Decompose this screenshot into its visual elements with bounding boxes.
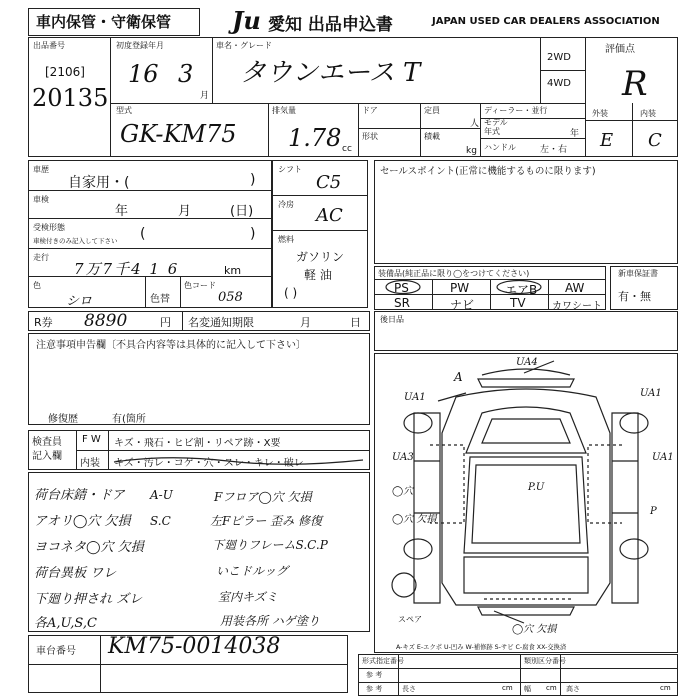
mark-hole-damage-left: ◯穴 欠損: [392, 514, 437, 525]
aircon-value: AC: [316, 205, 343, 226]
org-english: JAPAN USED CAR DEALERS ASSOCIATION: [432, 16, 660, 27]
model-value: GK-KM75: [120, 120, 237, 148]
mark-hole-damage-bottom: ◯穴 欠損: [512, 624, 557, 635]
chassis-value: KM75-0014038: [108, 634, 281, 659]
chassis-label: 車台番号: [36, 646, 76, 657]
reg-label: 形式指定番号: [362, 657, 404, 665]
drive-4wd: 4WD: [547, 78, 571, 89]
mark-ua1-right: UA1: [640, 388, 662, 399]
model-year-unit: 年: [570, 129, 580, 139]
ref-label-2: 参 考: [366, 685, 383, 693]
equipment-label: 装備品(純正品に限り◯をつけてください): [378, 269, 530, 278]
car-name-label: 車名・グレード: [216, 41, 272, 50]
ju-logo: Ju: [232, 6, 261, 35]
shape-label: 形状: [362, 132, 378, 141]
accepted-open: (: [140, 226, 146, 242]
spare-label: スペア: [398, 615, 422, 624]
org-name: 愛知 出品申込書: [268, 15, 393, 35]
note-left-2: アオリ◯穴 欠損: [34, 514, 131, 529]
displacement-value: 1.78: [288, 124, 342, 152]
recycle-label: R券: [34, 316, 53, 329]
note-inline-2: S.C: [150, 514, 171, 528]
recycle-unit: 円: [160, 316, 171, 329]
mark-hole: ◯穴: [392, 486, 414, 497]
displacement-label: 排気量: [272, 106, 296, 115]
dim-unit-3: cm: [660, 684, 671, 692]
displacement-unit: cc: [342, 144, 352, 154]
equip-sr: SR: [394, 296, 410, 310]
inspector-strike: [108, 450, 370, 470]
load-unit: kg: [466, 146, 477, 156]
inspector-fw-label: F W: [82, 434, 101, 445]
mileage-digits: 7万7千4 1 6: [74, 260, 180, 278]
capacity-label: 定員: [424, 106, 440, 115]
name-change-label: 名変通知期限: [188, 316, 254, 329]
inspector-label: 検査員 記入欄: [32, 437, 62, 462]
note-right-2: 左Fピラー 歪み 修復: [210, 514, 322, 528]
lot-label: 出品番号: [33, 41, 65, 50]
history-block: [28, 160, 272, 308]
handle-opts: 左・右: [540, 145, 568, 155]
fuel-opt2: 軽 油: [304, 268, 332, 282]
doors-label: ドア: [362, 106, 378, 115]
mark-ua3: UA3: [392, 452, 414, 463]
diagram-legend: A-キズ E-エクボ U-凹み W-補修跡 S-サビ C-腐食 XX-交換済: [396, 644, 567, 651]
mark-p-right: P: [650, 506, 657, 517]
after-items-box: [374, 311, 678, 351]
mileage-label: 走行: [33, 253, 49, 262]
accepted-sub-label: 車検付きのみ記入して下さい: [33, 237, 118, 245]
interior-label: 内装: [640, 109, 656, 118]
note-left-3: ヨコネタ◯穴 欠損: [34, 540, 144, 555]
equip-seat: カワシート: [552, 301, 602, 312]
warranty-label: 新車保証書: [618, 269, 658, 278]
fuel-opt1: ガソリン: [296, 250, 345, 264]
lot-sub-number: [2106]: [45, 65, 85, 79]
repair-value: 有(箇所: [112, 414, 146, 425]
equip-navi: ナビ: [450, 298, 475, 312]
mark-pu: P.U: [528, 482, 545, 493]
note-right-6: 用装各所 ハゲ塗り: [220, 614, 320, 628]
load-label: 積載: [424, 132, 440, 141]
color-code-value: 058: [218, 290, 243, 305]
model-label: 型式: [116, 106, 132, 115]
shaken-year-unit: 年: [115, 204, 129, 219]
exterior-label: 外装: [592, 109, 608, 118]
registration-month: 3: [178, 60, 194, 88]
inspector-int-items: キズ・汚レ・コゲ・穴・スレ・キレ・破レ: [114, 458, 304, 469]
dim-length: 長さ: [402, 685, 416, 693]
storage-title: 車内保管・守衛保管: [36, 13, 172, 31]
mark-ua1-right2: UA1: [652, 452, 674, 463]
dim-height: 高さ: [566, 685, 580, 693]
mileage-unit: km: [224, 264, 242, 277]
lot-number: 20135: [32, 84, 109, 112]
shaken-label: 車検: [33, 195, 49, 204]
shift-value: C5: [316, 172, 342, 193]
equip-pw: PW: [450, 281, 470, 295]
car-name-value: タウンエース T: [240, 58, 421, 88]
after-items-label: 後日品: [380, 315, 404, 324]
accepted-label: 受検形態: [33, 223, 65, 232]
exterior-value: E: [600, 130, 614, 151]
note-right-1: Fフロア◯穴 欠損: [214, 490, 312, 504]
notes-label: 注意事項申告欄〔不具合内容等は具体的に記入して下さい〕: [36, 340, 306, 351]
accepted-close: ): [250, 226, 256, 242]
evaluation-label: 評価点: [605, 44, 635, 55]
note-right-4: いこドルッグ: [216, 564, 289, 578]
cat-label: 類別区分番号: [524, 657, 566, 665]
fuel-label: 燃料: [278, 235, 294, 244]
note-right-5: 室内キズミ: [218, 590, 278, 604]
color-change-label: 色替: [150, 294, 170, 305]
mark-a: A: [454, 370, 463, 384]
note-right-3: 下廻りフレームS.C.P: [212, 538, 328, 552]
recycle-value: 8890: [84, 311, 128, 331]
dim-width: 幅: [524, 685, 531, 693]
note-left-4: 荷台異板 ワレ: [34, 566, 117, 581]
drive-2wd: 2WD: [547, 52, 571, 63]
name-change-day: 日: [350, 316, 361, 329]
mark-ua1-left: UA1: [404, 392, 426, 403]
note-left-1: 荷台床錆・ドア: [34, 488, 125, 503]
registration-month-unit: 月: [200, 91, 210, 101]
fuel-paren: ( ): [284, 286, 298, 300]
mark-ua4: UA4: [516, 357, 538, 368]
dim-unit-2: cm: [546, 684, 557, 692]
shift-label: シフト: [278, 165, 302, 174]
registration-label: 初度登録年月: [116, 41, 164, 50]
dealer-label: ディーラー・並行: [484, 106, 548, 115]
color-label: 色: [33, 281, 41, 290]
color-code-label: 色コード: [184, 281, 216, 290]
color-value: シロ: [66, 294, 93, 309]
inspector-fw-items: キズ・飛石・ヒビ割・リペア跡・X要: [114, 438, 281, 449]
interior-value: C: [648, 130, 662, 151]
shaken-day-unit: (日): [230, 204, 254, 219]
ref-label-1: 参 考: [366, 671, 383, 679]
equip-airbag: エアB: [505, 283, 538, 297]
name-change-month: 月: [300, 316, 311, 329]
note-inline-1: A-U: [150, 488, 173, 502]
registration-year: 16: [128, 60, 159, 88]
history-label: 車歴: [33, 165, 49, 174]
shaken-month-unit: 月: [178, 204, 192, 219]
equip-ps: PS: [394, 281, 409, 295]
model-year-label: モデル 年式: [484, 118, 508, 136]
note-left-5: 下廻り押され ズレ: [34, 592, 143, 607]
equip-aw: AW: [565, 281, 585, 295]
repair-label: 修復歴: [48, 414, 78, 425]
dim-unit-1: cm: [502, 684, 513, 692]
inspector-int-label: 内装: [80, 458, 100, 469]
history-close: ): [250, 172, 256, 188]
equipment-circles: [374, 279, 606, 295]
handle-label: ハンドル: [484, 143, 516, 152]
evaluation-score: R: [622, 64, 648, 104]
equip-tv: TV: [510, 296, 526, 310]
warranty-opts: 有・無: [618, 290, 651, 303]
capacity-unit: 人: [470, 119, 480, 129]
sales-points-label: セールスポイント(正常に機能するものに限ります): [380, 166, 596, 177]
aircon-label: 冷房: [278, 200, 294, 209]
note-left-6: 各A,U,S,C: [34, 616, 97, 631]
history-value: 自家用・(: [68, 175, 130, 191]
